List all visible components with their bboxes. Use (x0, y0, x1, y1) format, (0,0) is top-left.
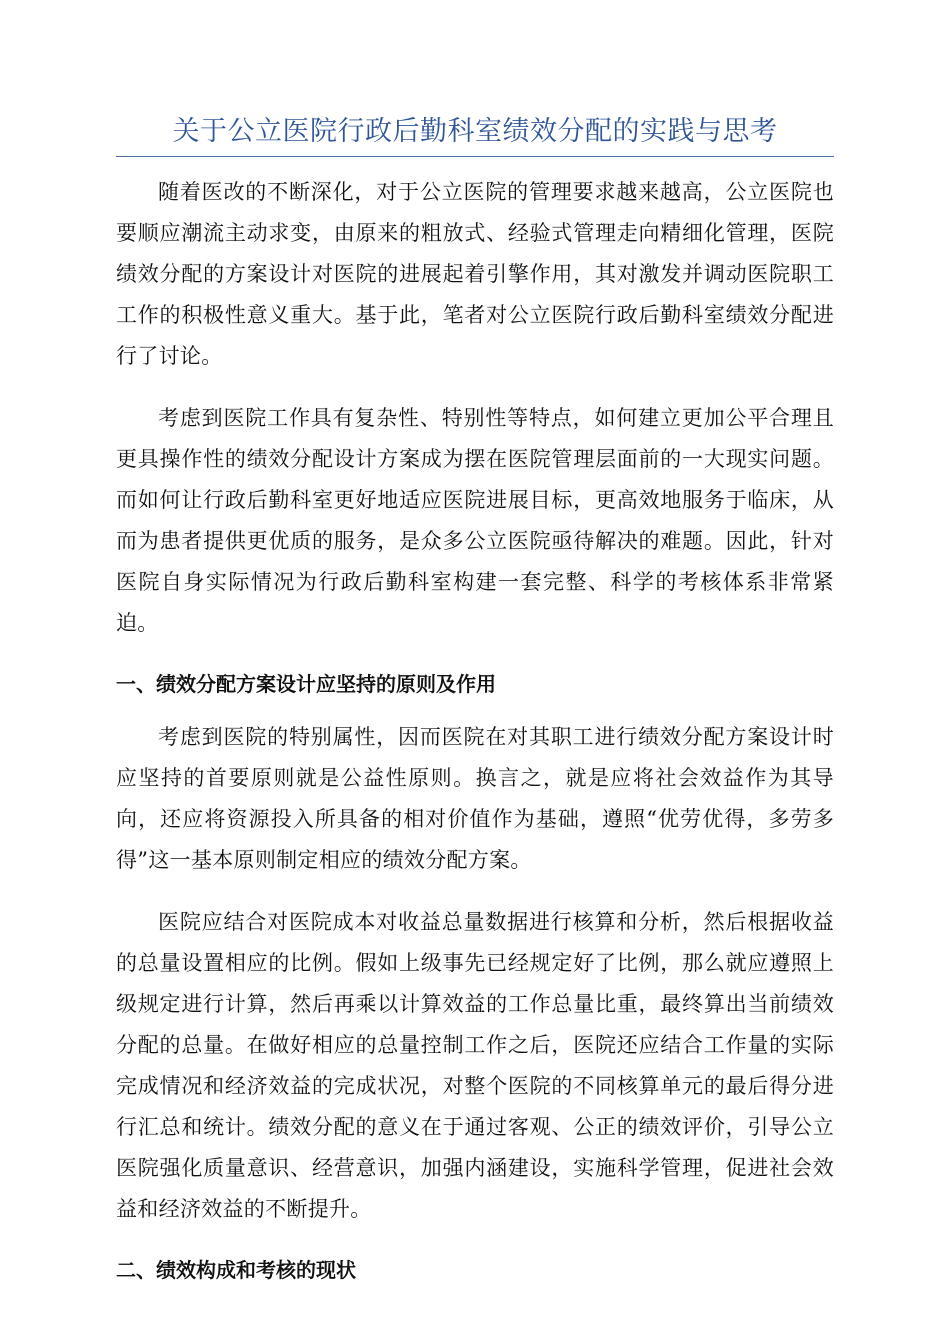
intro-paragraph-2: 考虑到医院工作具有复杂性、特别性等特点，如何建立更加公平合理且更具操作性的绩效分配设计方案成为摆在医院管理层面前的一大现实问题。而如何让行政后勤科室更好地适应医院进展目标，更高效地服务于临床，从而为患者提供更优质的服务，是众多公立医院亟待解决的难题。因此，针对医院自身实际情况为行政后勤科室构建一套完整、科学的考核体系非常紧迫。 (116, 406, 834, 635)
document-body (116, 172, 834, 1303)
section-heading-principles: 一、绩效分配方案设计应坚持的原则及作用 (116, 672, 496, 696)
document-title: 关于公立医院行政后勤科室绩效分配的实践与思考 (172, 116, 778, 147)
intro-paragraph-1: 随着医改的不断深化，对于公立医院的管理要求越来越高，公立医院也要顺应潮流主动求变，由原来的粗放式、经验式管理走向精细化管理，医院绩效分配的方案设计对医院的进展起着引擎作用，其对激发并调动医院职工工作的积极性意义重大。基于此，笔者对公立医院行政后勤科室绩效分配进行了讨论。 (116, 180, 834, 368)
principles-paragraph-1: 考虑到医院的特别属性，因而医院在对其职工进行绩效分配方案设计时应坚持的首要原则就是公益性原则。换言之，就是应将社会效益作为其导向，还应将资源投入所具备的相对价值作为基础，遵照“优劳优得，多劳多得”这一基本原则制定相应的绩效分配方案。 (116, 725, 834, 872)
title-block (116, 112, 834, 157)
section-heading-status: 二、绩效构成和考核的现状 (116, 1258, 356, 1282)
principles-paragraph-2: 医院应结合对医院成本对收益总量数据进行核算和分析，然后根据收益的总量设置相应的比例。假如上级事先已经规定好了比例，那么就应遵照上级规定进行计算，然后再乘以计算效益的工作总量比重，最终算出当前绩效分配的总量。在做好相应的总量控制工作之后，医院还应结合工作量的实际完成情况和经济效益的完成状况，对整个医院的不同核算单元的最后得分进行汇总和统计。绩效分配的意义在于通过客观、公正的绩效评价，引导公立医院强化质量意识、经营意识，加强内涵建设，实施科学管理，促进社会效益和经济效益的不断提升。 (116, 910, 834, 1221)
